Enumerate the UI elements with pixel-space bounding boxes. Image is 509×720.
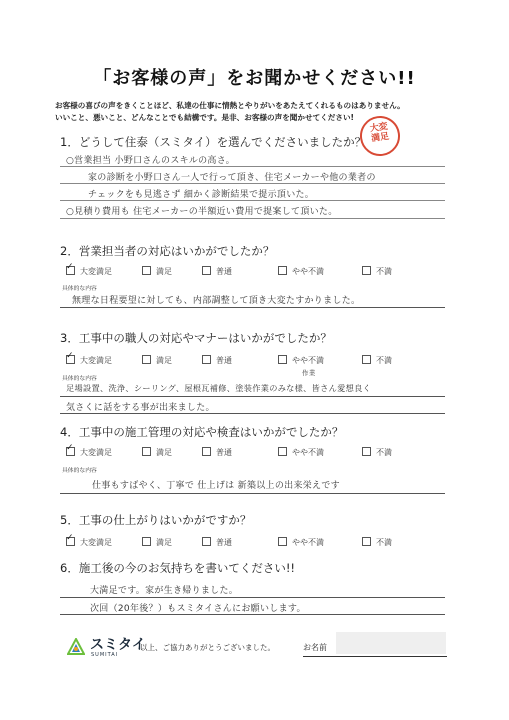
- answer-rule: [60, 396, 445, 397]
- checkbox[interactable]: [278, 537, 287, 546]
- name-field-redacted[interactable]: [336, 632, 446, 654]
- q4-option-slightly-dissatisfied[interactable]: やや不満: [278, 447, 324, 458]
- checkbox[interactable]: [202, 266, 211, 275]
- q5-option-normal[interactable]: 普通: [202, 537, 232, 548]
- q1-answer-line: ○見積り費用も 住宅メーカーの半額近い費用で提案して頂いた。: [66, 207, 338, 217]
- answer-rule: [60, 307, 445, 308]
- checkbox[interactable]: [202, 537, 211, 546]
- checkbox[interactable]: [202, 447, 211, 456]
- q3-detail-line: 気さくに話をする事が出来ました。: [66, 403, 215, 413]
- question-4-title: 4．工事中の施工管理の対応や検査はいかがでしたか？: [60, 425, 344, 439]
- answer-rule: [60, 218, 445, 219]
- q1-answer-line: 家の診断を小野口さん一人で行って頂き、住宅メーカーや他の業者の: [88, 173, 376, 183]
- q3-option-satisfied[interactable]: 満足: [142, 355, 172, 366]
- sumitai-logo-icon: [67, 638, 85, 656]
- q5-option-dissatisfied[interactable]: 不満: [362, 537, 392, 548]
- intro-line-2: いいこと、悪いこと、どんなことでも結構です。是非、お客様の声を聞かせてください!: [55, 113, 355, 122]
- question-5-title: 5．工事の仕上がりはいかがですか？: [60, 513, 252, 527]
- stamp-text: 大変満足: [369, 121, 390, 145]
- answer-rule: [60, 413, 445, 414]
- q1-answer-line: ○営業担当 小野口さんのスキルの高さ。: [66, 156, 235, 166]
- thanks-message: 以上、ご協力ありがとうございました。: [140, 643, 275, 652]
- checkbox[interactable]: [278, 266, 287, 275]
- answer-rule: [60, 166, 445, 167]
- q3-option-slightly-dissatisfied[interactable]: やや不満: [278, 355, 324, 366]
- checkbox-checked[interactable]: [66, 537, 75, 546]
- q2-option-dissatisfied[interactable]: 不満: [362, 266, 392, 277]
- q4-detail-label: 具体的な内容: [62, 468, 97, 474]
- checkbox[interactable]: [278, 447, 287, 456]
- answer-rule: [60, 493, 445, 494]
- intro-line-1: お客様の喜びの声をきくことほど、私達の仕事に情熱とやりがいをあたえてくれるものはありません。: [55, 101, 405, 110]
- checkbox[interactable]: [362, 266, 371, 275]
- checkbox[interactable]: [142, 447, 151, 456]
- name-underline: [303, 656, 447, 657]
- q3-detail-line: 足場設置、洗浄、シーリング、屋根瓦補修、塗装作業のみな様、皆さん愛想良く: [66, 383, 372, 393]
- page-title: 「お客様の声」をお聞かせください!!: [93, 68, 416, 89]
- checkbox[interactable]: [142, 266, 151, 275]
- q2-option-very-satisfied[interactable]: ✓大変満足: [66, 266, 112, 277]
- q4-option-very-satisfied[interactable]: ✓大変満足: [66, 447, 112, 458]
- answer-rule: [60, 200, 445, 201]
- checkbox[interactable]: [362, 447, 371, 456]
- q3-detail-label: 具体的な内容: [62, 376, 97, 382]
- q1-answer-line: チェックをも見逃さず 細かく診断結果で提示頂いた。: [88, 190, 315, 200]
- question-2-title: 2．営業担当者の対応はいかがでしたか？: [60, 244, 275, 258]
- q5-option-slightly-dissatisfied[interactable]: やや不満: [278, 537, 324, 548]
- q5-option-satisfied[interactable]: 満足: [142, 537, 172, 548]
- answer-rule: [60, 183, 445, 184]
- q6-answer-line: 次回（20年後？）もスミタイさんにお願いします。: [90, 604, 306, 614]
- q3-insert-note: 作業: [302, 369, 316, 377]
- answer-rule: [60, 597, 445, 598]
- checkbox[interactable]: [142, 537, 151, 546]
- q2-detail-line: 無理な日程要望に対しても、内部調整して頂き大変たすかりました。: [72, 296, 361, 306]
- q4-detail-line: 仕事もすばやく、丁寧で 仕上げは 新築以上の出来栄えです: [92, 481, 340, 491]
- answer-rule: [60, 614, 445, 615]
- question-6-title: 6．施工後の今のお気持ちを書いてください!!: [60, 561, 296, 575]
- logo-text: スミタイ: [90, 637, 146, 653]
- checkbox-checked[interactable]: [66, 447, 75, 456]
- checkbox[interactable]: [278, 355, 287, 364]
- q2-option-satisfied[interactable]: 満足: [142, 266, 172, 277]
- q2-detail-label: 具体的な内容: [62, 286, 97, 292]
- q2-option-normal[interactable]: 普通: [202, 266, 232, 277]
- name-label: お名前: [303, 643, 327, 652]
- checkbox-checked[interactable]: [66, 355, 75, 364]
- q4-option-normal[interactable]: 普通: [202, 447, 232, 458]
- checkbox[interactable]: [142, 355, 151, 364]
- q3-option-normal[interactable]: 普通: [202, 355, 232, 366]
- q5-option-very-satisfied[interactable]: ✓大変満足: [66, 537, 112, 548]
- q6-answer-line: 大満足です。家が生き帰りました。: [90, 586, 239, 596]
- q3-option-dissatisfied[interactable]: 不満: [362, 355, 392, 366]
- checkbox[interactable]: [362, 355, 371, 364]
- checkbox[interactable]: [362, 537, 371, 546]
- q2-option-slightly-dissatisfied[interactable]: やや不満: [278, 266, 324, 277]
- q4-option-dissatisfied[interactable]: 不満: [362, 447, 392, 458]
- checkbox-checked[interactable]: [66, 266, 75, 275]
- checkbox[interactable]: [202, 355, 211, 364]
- question-3-title: 3．工事中の職人の対応やマナーはいかがでしたか？: [60, 331, 332, 345]
- q4-option-satisfied[interactable]: 満足: [142, 447, 172, 458]
- question-1-title: 1．どうして住泰（スミタイ）を選んでくださいましたか？: [60, 135, 367, 149]
- logo-subtext: SUMITAI: [91, 652, 119, 658]
- q3-option-very-satisfied[interactable]: ✓大変満足: [66, 355, 112, 366]
